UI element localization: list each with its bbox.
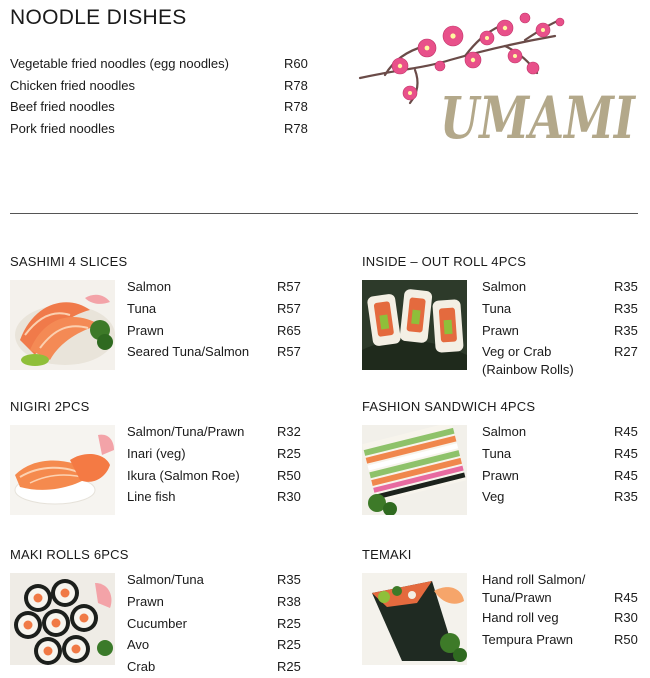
menu-item	[10, 75, 310, 97]
menu-item	[10, 118, 310, 140]
item-name: Salmon	[127, 279, 172, 294]
item-price: R35	[614, 279, 638, 294]
item-name: Pork fried noodles	[10, 121, 115, 137]
item-name	[482, 343, 574, 379]
item-price: R45	[614, 445, 638, 461]
menu-item	[127, 443, 303, 465]
item-price: R65	[277, 322, 301, 338]
item-price: R57	[277, 344, 301, 360]
menu-item	[482, 343, 640, 379]
fashion-sandwich-photo	[362, 425, 467, 515]
menu-item	[482, 465, 640, 487]
section-title-temaki: TEMAKI	[362, 547, 412, 562]
item-name	[482, 571, 585, 607]
item-name: Chicken fried noodles	[10, 77, 136, 93]
section-title-maki: MAKI ROLLS 6PCS	[10, 547, 129, 562]
temaki-photo	[362, 573, 467, 665]
logo-text: UMAMI	[440, 84, 637, 148]
menu-item	[482, 486, 640, 508]
menu-item	[482, 607, 640, 629]
item-name: Prawn	[482, 467, 519, 483]
item-price: R35	[614, 322, 638, 338]
item-name: Prawn	[127, 593, 164, 609]
item-name: Ikura (Salmon Roe)	[127, 467, 240, 483]
item-price: R50	[277, 467, 301, 483]
menu-item	[10, 53, 310, 75]
item-price: R50	[614, 631, 638, 647]
menu-item	[127, 613, 303, 635]
menu-item	[10, 96, 310, 118]
item-price: R78	[284, 99, 308, 115]
item-price: R25	[277, 637, 301, 653]
item-price: R38	[277, 593, 301, 609]
item-name: Seared Tuna/Salmon	[127, 344, 250, 360]
item-price: R27	[614, 344, 638, 360]
item-price: R25	[277, 445, 301, 461]
item-price: R25	[277, 615, 301, 631]
item-price: R30	[277, 489, 301, 505]
item-name-line: (Rainbow Rolls)	[482, 362, 574, 378]
item-price: R35	[614, 489, 638, 505]
item-price: R35	[277, 572, 301, 587]
item-price: R45	[614, 467, 638, 483]
item-name: Tuna	[482, 300, 512, 316]
nigiri-photo	[10, 425, 115, 515]
menu-item	[482, 298, 640, 320]
menu-item	[127, 320, 303, 342]
item-name: Veg	[482, 489, 505, 505]
nigiri-list	[127, 421, 303, 508]
menu-item	[482, 571, 640, 607]
item-name: Tempura Prawn	[482, 631, 574, 647]
item-name: Tuna	[482, 445, 512, 461]
item-name-line: Hand roll Salmon/	[482, 572, 586, 587]
item-price: R45	[614, 424, 638, 439]
item-name: Tuna	[127, 300, 157, 316]
item-name: Inari (veg)	[127, 445, 186, 461]
item-price: R78	[284, 121, 308, 137]
temaki-list	[482, 571, 640, 650]
menu-item	[127, 569, 303, 591]
page-title: NOODLE DISHES	[10, 6, 187, 29]
menu-item	[127, 656, 303, 678]
menu-item	[482, 276, 640, 298]
item-price: R60	[284, 56, 308, 71]
item-price: R35	[614, 300, 638, 316]
item-price: R25	[277, 659, 301, 675]
menu-item	[127, 298, 303, 320]
item-price: R32	[277, 424, 301, 439]
sashimi-list	[127, 276, 303, 363]
menu-item	[127, 421, 303, 443]
menu-item	[482, 421, 640, 443]
item-name: Salmon/Tuna	[127, 572, 204, 587]
item-price: R57	[277, 300, 301, 316]
menu-item	[127, 276, 303, 298]
fashion-sandwich-list	[482, 421, 640, 508]
menu-item	[127, 341, 303, 363]
item-name: Line fish	[127, 489, 176, 505]
menu-item	[127, 591, 303, 613]
item-name: Cucumber	[127, 615, 187, 631]
menu-item	[127, 486, 303, 508]
item-name: Beef fried noodles	[10, 99, 115, 115]
sashimi-photo	[10, 280, 115, 370]
item-price: R45	[614, 590, 638, 605]
section-divider	[10, 213, 638, 214]
item-name: Avo	[127, 637, 150, 653]
maki-photo	[10, 573, 115, 665]
menu-item	[482, 320, 640, 342]
menu-item	[127, 465, 303, 487]
item-name: Salmon/Tuna/Prawn	[127, 424, 245, 439]
menu-item	[482, 629, 640, 651]
item-name: Vegetable fried noodles (egg noodles)	[10, 56, 229, 71]
inside-out-list	[482, 276, 640, 379]
item-name: Hand roll veg	[482, 610, 559, 625]
section-title-sashimi: SASHIMI 4 SLICES	[10, 254, 128, 269]
menu-item	[127, 634, 303, 656]
item-name: Prawn	[127, 322, 164, 338]
section-title-nigiri: NIGIRI 2PCS	[10, 399, 90, 414]
inside-out-photo	[362, 280, 467, 370]
item-price: R78	[284, 77, 308, 93]
item-name-line: Veg or Crab	[482, 344, 552, 360]
section-title-fashion-sandwich: FASHION SANDWICH 4PCS	[362, 399, 536, 414]
cherry-blossom-icon	[355, 8, 640, 148]
item-price: R57	[277, 279, 301, 294]
noodle-list	[10, 53, 310, 140]
item-name: Prawn	[482, 322, 519, 338]
item-price: R30	[614, 610, 638, 625]
menu-item	[482, 443, 640, 465]
item-name: Salmon	[482, 279, 527, 294]
section-title-inside-out: INSIDE – OUT ROLL 4PCS	[362, 254, 527, 269]
maki-list	[127, 569, 303, 678]
item-name: Salmon	[482, 424, 527, 439]
item-name: Crab	[127, 659, 156, 675]
umami-logo	[355, 8, 640, 148]
item-name-line: Tuna/Prawn	[482, 590, 552, 605]
